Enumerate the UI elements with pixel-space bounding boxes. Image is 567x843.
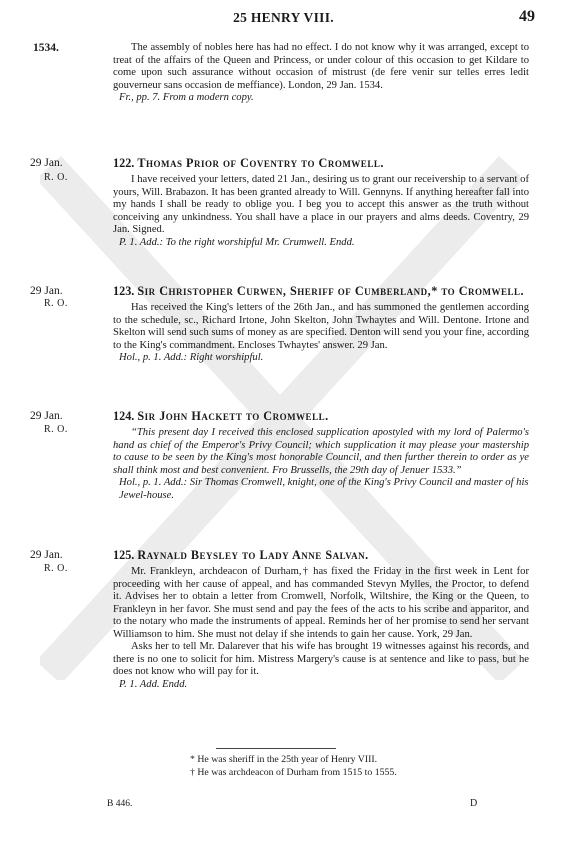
entry-123-heading [113, 284, 529, 298]
entry-123-title: Sir Christopher Curwen, Sheriff of Cumberland,* to Cromwell. [137, 284, 525, 298]
running-head [0, 8, 567, 28]
entry-123-number: 123. [113, 284, 135, 298]
entry-123 [113, 284, 529, 365]
entry-125-text: Mr. Frankleyn, archdeacon of Durham,† has fixed the Friday in the first week in Lent for proceeding with her cause of appeal, and has commanded Stevyn Mylles, the Proctor, to defend it. Advises her to obtain a letter from Cromwell, Norfolk, Wiltshire, the King or the Queen, to Frankleyn in her favor. She must send and pay the fees of the acts to his scribe and apparitor, and to the notary who made the instruments of appeal. Reminds her of her promise to send her servant Williamson to him. She must not delay if she intends to gain her cause. York, 29 Jan. [113, 566, 529, 640]
page-number: 49 [519, 8, 535, 25]
entry-124 [113, 409, 529, 502]
entry-124-date: 29 Jan. [30, 410, 63, 422]
entry-124-text: “This present day I received this enclosed supplication apostyled with my lord of Palermo's hand as chief of the Emperor's Privy Council; which supplication it may please your mastership to cause to be seen by the King's most honorable Council, and then further therein to order as ye shall think most and best convenient. Fro Brussells, the 29th day of Jenuer 1533.” [113, 427, 529, 476]
entry-125-title: Raynald Beysley to Lady Anne Salvan. [137, 548, 369, 562]
entry-125 [113, 548, 529, 691]
entry-125-date: 29 Jan. [30, 549, 63, 561]
entry-122-date: 29 Jan. [30, 157, 63, 169]
entry-125-heading [113, 548, 529, 562]
signature-mark-right: D [470, 798, 478, 809]
entry-122-title: Thomas Prior of Coventry to Cromwell. [137, 156, 384, 170]
entry-123-date: 29 Jan. [30, 285, 63, 297]
footnote-1: * He was sheriff in the 25th year of Henry VIII. [190, 754, 378, 765]
entry-124-title: Sir John Hackett to Cromwell. [137, 409, 329, 423]
entry-123-note: Hol., p. 1. Add.: Right worshipful. [119, 352, 264, 363]
entry-125-source: R. O. [44, 563, 68, 574]
entry-122 [113, 156, 529, 249]
entry-122-source: R. O. [44, 172, 68, 183]
entry-122-heading [113, 156, 529, 170]
entry-122-number: 122. [113, 156, 135, 170]
entry-124-heading [113, 409, 529, 423]
signature-mark-left: B 446. [107, 799, 133, 809]
entry-124-source: R. O. [44, 424, 68, 435]
intro-block [113, 42, 529, 105]
entry-125-note: P. 1. Add. Endd. [119, 678, 188, 690]
intro-note: Fr., pp. 7. From a modern copy. [119, 92, 254, 103]
entry-124-note: Hol., p. 1. Add.: Sir Thomas Cromwell, knight, one of the King's Privy Council and master of his Jewel-house. [119, 477, 529, 501]
entry-122-text: I have received your letters, dated 21 Jan., desiring us to grant our receivership to a servant of yours, Will. Brabazon. It has been granted already to Will. Gennyns. If anything hereafter fall into my hands I shall be ready to oblige you. I beg you to accept this answer as the truth without conceiving any unkindness. You shall have a place in our prayers and alms deeds. Coventry, 29 Jan. Signed. [113, 174, 529, 235]
entry-124-number: 124. [113, 409, 135, 423]
entry-123-text: Has received the King's letters of the 26th Jan., and has summoned the gentlemen according to the schedule, sc., Richard Irtone, John Skelton, John Twhaytes and Will. Dentone. Irtone and Skelton will send such sums of money as are specified. Denton will send you your fine, according to the King's commandment. Encloses Twhaytes' answer. 29 Jan. [113, 302, 529, 351]
intro-text: The assembly of nobles here has had no effect. I do not know why it was arranged, except to treat of the affairs of the Queen and Princess, or under colour of this occasion to get Kildare to come upon such assurance without occasion of mistrust (de fere venir sur telles erres ledit gouverneur sans occasion de meffiance). London, 29 Jan. 1534. [113, 42, 529, 91]
footnote-2: † He was archdeacon of Durham from 1515 to 1555. [190, 767, 397, 778]
footnote-rule [216, 748, 336, 749]
entry-122-note: P. 1. Add.: To the right worshipful Mr. Crumwell. Endd. [119, 236, 355, 248]
entry-123-source: R. O. [44, 298, 68, 309]
page-title: 25 HENRY VIII. [233, 10, 334, 25]
entry-125-number: 125. [113, 548, 135, 562]
entry-125-text-2: Asks her to tell Mr. Dalarever that his wife has brought 19 witnesses against his records, and there is no one to solicit for him. Mistress Margery's cause is at sentence and like to pass, but he does not know who will pay for it. [113, 641, 529, 677]
year-heading: 1534. [33, 42, 59, 54]
